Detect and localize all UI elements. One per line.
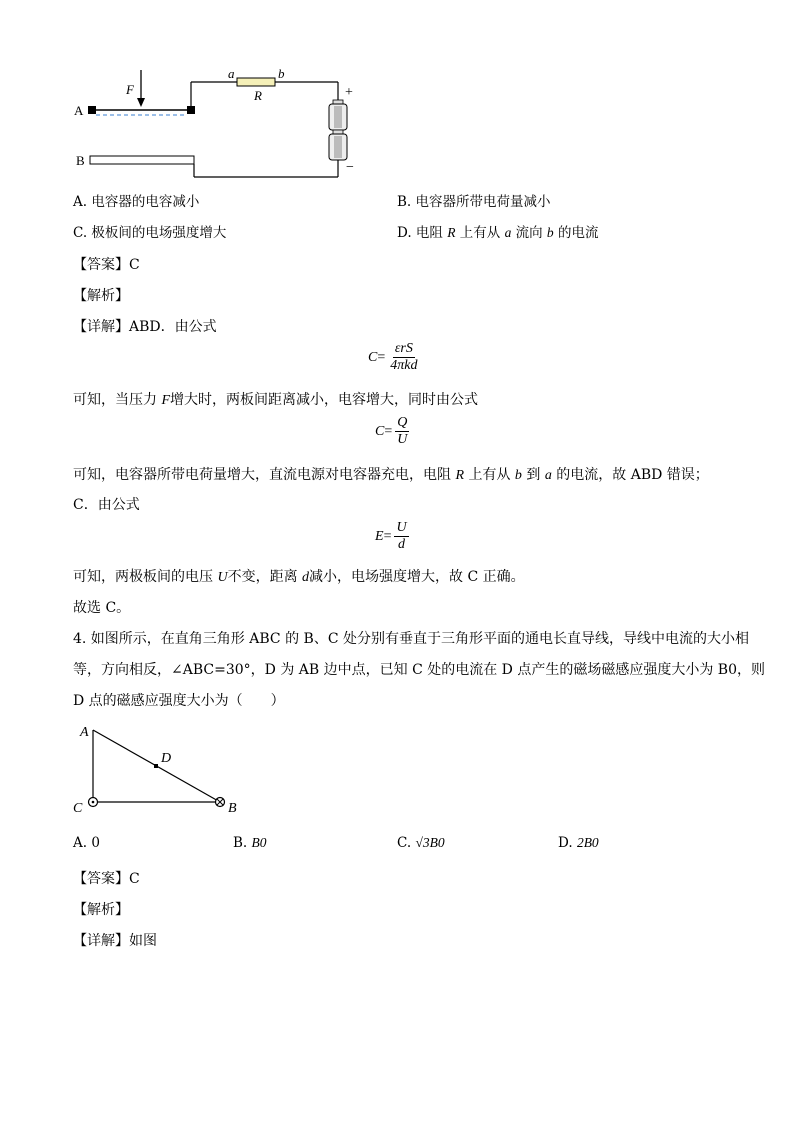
capacitor-circuit-figure (70, 66, 370, 186)
formula3-eq: = (383, 528, 392, 544)
q3-option-d-mid1: 上有从 (455, 225, 505, 241)
wire-c-out-icon (89, 798, 98, 807)
formula-capacitance (368, 341, 419, 374)
label-tri-b: B (228, 801, 237, 816)
q4-stem-line2: 等，方向相反，∠ABC=30°，D 为 AB 边中点，已知 C 处的电流在 D 点产生的磁场磁感应强度大小为 B0，则 (73, 662, 765, 678)
q3-option-d-suffix: 的电流 (553, 225, 599, 241)
line2b: 增大时，两板间距离减小，电容增大，同时由公式 (170, 392, 479, 408)
q4-option-d-prefix: D. (558, 835, 577, 851)
q3-detail-line6: 故选 C。 (73, 600, 131, 616)
formula-field (375, 520, 409, 553)
detail-tag: 【详解】 (73, 319, 129, 335)
formula2-lhs: C (375, 423, 385, 439)
formula2-eq: = (384, 423, 393, 439)
label-plate-b: B (76, 153, 85, 168)
q4-detail-tag: 【详解】 (73, 933, 129, 949)
label-minus: − (346, 160, 354, 175)
line2f: F (161, 393, 171, 408)
label-a: a (228, 66, 235, 81)
q4-option-b[interactable] (233, 834, 267, 852)
line3d: 的电流，故 ABD 错误； (551, 467, 709, 483)
q3-option-d[interactable] (397, 224, 598, 242)
label-tri-c: C (73, 801, 83, 816)
answer-tag: 【答案】 (73, 257, 129, 273)
q3-answer (73, 256, 140, 274)
q3-detail-line4: C．由公式 (73, 497, 140, 513)
line3c: 到 (521, 467, 545, 483)
answer-value: C (129, 257, 140, 273)
q4-option-b-value: B0 (251, 835, 267, 850)
q4-detail-text: 如图 (129, 933, 157, 949)
line3a: 可知，电容器所带电荷量增大，直流电源对电容器充电，电阻 (73, 467, 456, 483)
q3-detail-line1 (73, 318, 217, 336)
wire-b-in-icon (216, 798, 225, 807)
q3-detail-line5 (73, 568, 525, 587)
q3-option-b[interactable]: B. 电容器所带电荷量减小 (397, 194, 551, 210)
label-b: b (278, 66, 285, 81)
formula1-num: εrS (394, 341, 413, 356)
q3-option-d-a: a (504, 225, 512, 240)
formula2-num: Q (397, 415, 408, 430)
formula1-den: 4πkd (390, 358, 418, 373)
q4-option-c-value: √3B0 (415, 835, 445, 850)
q4-option-a[interactable]: A. 0 (73, 835, 100, 851)
q4-answer-tag: 【答案】 (73, 871, 129, 887)
q4-detail (73, 932, 157, 950)
q3-option-c[interactable]: C. 极板间的电场强度增大 (73, 225, 227, 241)
label-r: R (254, 88, 262, 103)
battery (329, 100, 347, 160)
formula2-den: U (397, 432, 408, 447)
q3-analysis-tag: 【解析】 (73, 288, 129, 304)
line5d: d (302, 570, 310, 585)
force-arrow (137, 70, 145, 107)
formula-charge (375, 415, 409, 448)
line5a: 可知，两极板间的电压 (73, 569, 218, 585)
q4-answer-value: C (129, 871, 140, 887)
label-plus: + (345, 85, 353, 100)
formula1-eq: = (377, 349, 386, 365)
line3a2: a (544, 468, 552, 483)
q4-option-d[interactable] (558, 834, 599, 852)
q3-option-d-prefix: D. 电阻 (397, 225, 448, 241)
resistor (237, 78, 275, 86)
triangle-figure (68, 720, 248, 820)
line2a: 可知，当压力 (73, 392, 162, 408)
formula3-den: d (398, 537, 406, 552)
formula1-lhs: C (368, 349, 378, 365)
q4-option-c[interactable] (397, 834, 445, 852)
line3bb: b (514, 468, 522, 483)
line5c: 减小，电场强度增大，故 C 正确。 (309, 569, 525, 585)
q4-stem-line1: 4. 如图所示，在直角三角形 ABC 的 B、C 处分别有垂直于三角形平面的通电长直导线，导线中电流的大小相 (73, 631, 749, 647)
label-plate-a: A (74, 103, 84, 118)
label-f: F (126, 82, 134, 97)
q3-option-a[interactable]: A. 电容器的电容减小 (73, 194, 200, 210)
plate-a (88, 106, 96, 114)
q4-analysis-tag: 【解析】 (73, 902, 129, 918)
q4-stem-line3: D 点的磁感应强度大小为（ ） (73, 693, 285, 709)
line5b: 不变，距离 (227, 569, 303, 585)
q3-option-d-b: b (546, 225, 554, 240)
label-tri-d: D (161, 751, 172, 766)
q3-detail-line2 (73, 391, 478, 410)
detail-text: ABD．由公式 (129, 319, 217, 335)
label-tri-a: A (80, 725, 89, 740)
line5u: U (217, 570, 228, 585)
q4-option-b-prefix: B. (233, 835, 252, 851)
q3-option-d-mid2: 流向 (511, 225, 547, 241)
q4-option-d-value: 2B0 (576, 835, 599, 850)
plate-b (90, 156, 194, 164)
q3-detail-line3 (73, 466, 709, 485)
q3-option-d-r: R (447, 225, 456, 240)
q4-answer (73, 870, 140, 888)
formula3-num: U (396, 520, 407, 535)
q4-option-c-prefix: C. (397, 835, 416, 851)
formula3-lhs: E (375, 528, 384, 544)
line3r: R (455, 468, 465, 483)
line3b: 上有从 (464, 467, 515, 483)
point-d (154, 764, 158, 768)
